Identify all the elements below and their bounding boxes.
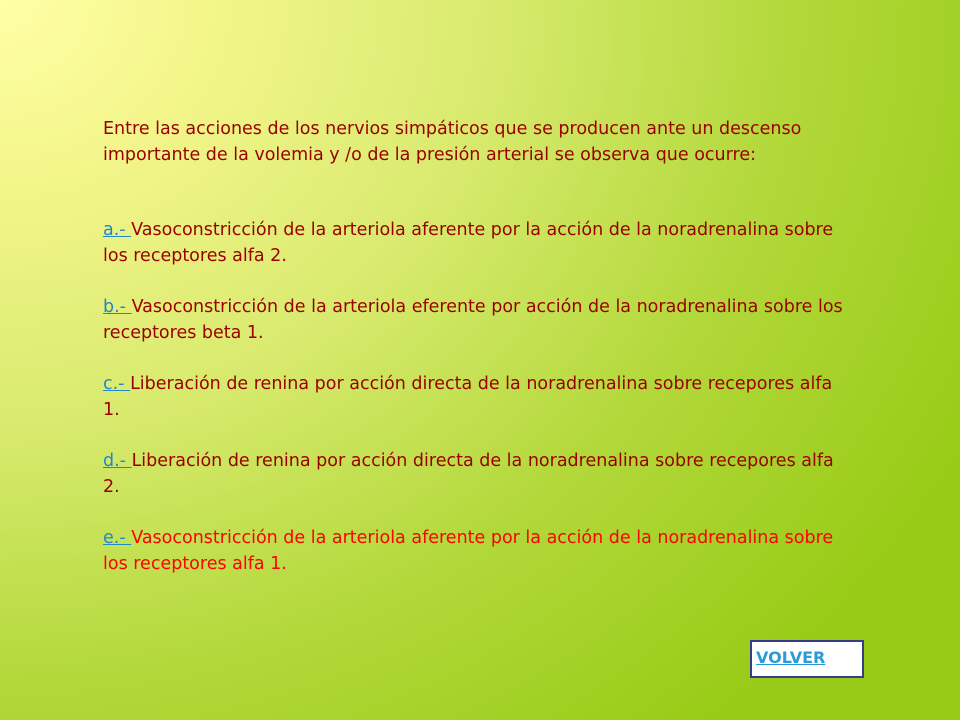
option-e: [103, 526, 843, 577]
option-c-link[interactable]: c.-: [103, 374, 131, 394]
option-e-link[interactable]: e.-: [103, 528, 132, 548]
option-d: [103, 449, 843, 500]
volver-button[interactable]: [750, 640, 864, 678]
option-a-text: Vasoconstricción de la arteriola aferente por la acción de la noradrenalina sobre los receptores alfa 2.: [103, 220, 834, 266]
option-c-text: Liberación de renina por acción directa de la noradrenalina sobre recepores alfa 1.: [103, 374, 833, 420]
option-d-text: Liberación de renina por acción directa de la noradrenalina sobre recepores alfa 2.: [103, 451, 834, 497]
option-a: [103, 218, 843, 269]
option-b-text: Vasoconstricción de la arteriola eferente por acción de la noradrenalina sobre los receptores beta 1.: [103, 297, 843, 343]
option-a-link[interactable]: a.-: [103, 220, 132, 240]
option-c: [103, 372, 843, 423]
option-d-link[interactable]: d.-: [103, 451, 132, 471]
question-text: Entre las acciones de los nervios simpáticos que se producen ante un descenso importante de la volemia y /o de la presión arterial se observa que ocurre:: [103, 119, 802, 165]
volver-label[interactable]: VOLVER: [756, 648, 826, 667]
option-b-link[interactable]: b.-: [103, 297, 132, 317]
option-b: [103, 295, 843, 346]
option-e-text: Vasoconstricción de la arteriola aferente por la acción de la noradrenalina sobre los receptores alfa 1.: [103, 528, 834, 574]
